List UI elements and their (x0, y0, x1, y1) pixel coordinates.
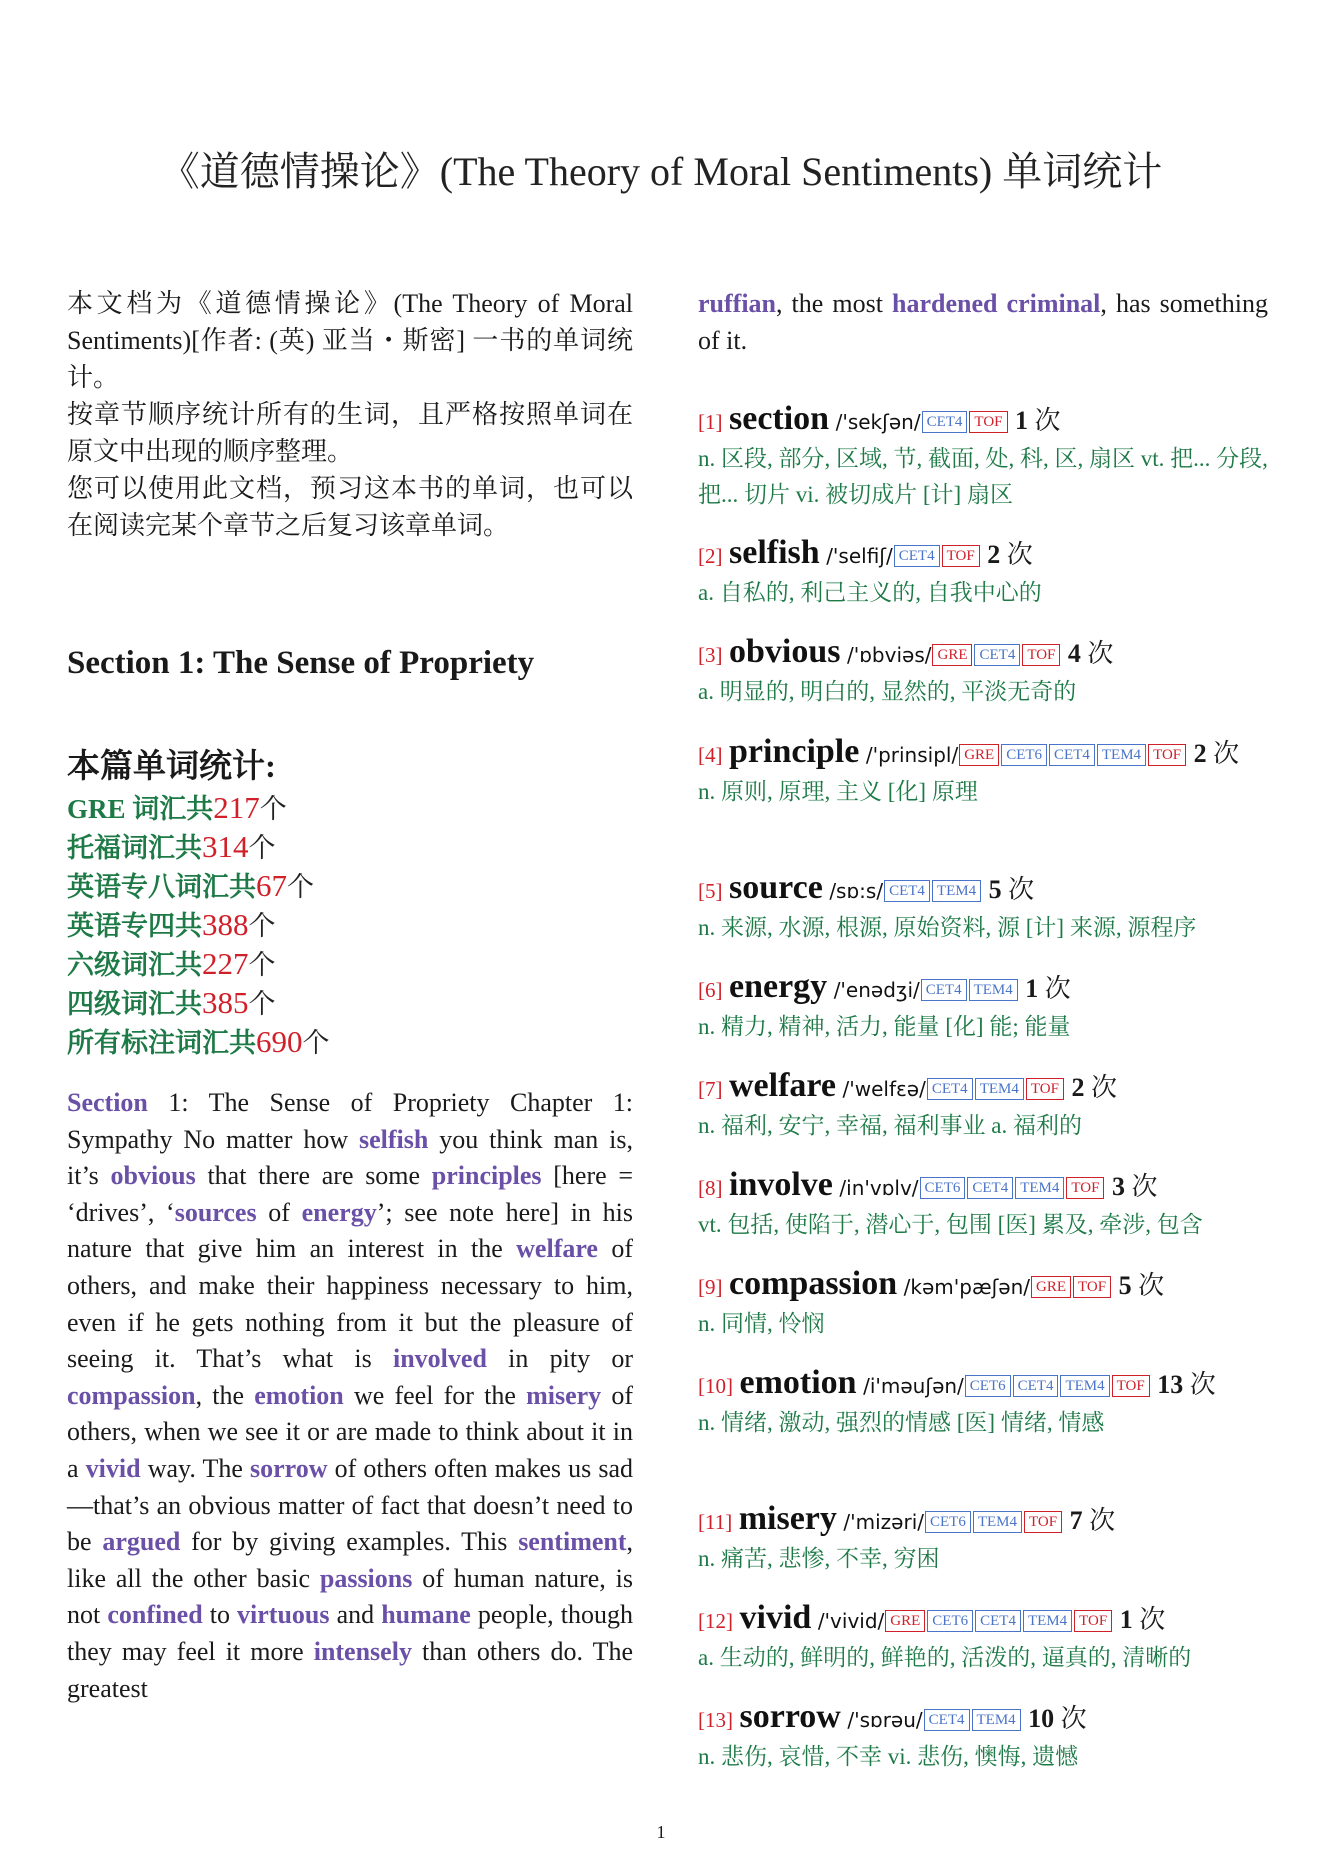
entry-count (987, 540, 1033, 569)
stats-title: 本篇单词统计: (67, 749, 276, 785)
entry-definition: n. 福利, 安宁, 幸福, 福利事业 a. 福利的 (698, 1113, 1082, 1138)
entry-word: selfish (729, 534, 820, 571)
page-title: 《道德情操论》(The Theory of Moral Sentiments) 单词统计 (159, 149, 1163, 194)
entry-count (1070, 1506, 1116, 1535)
entry-index: [9] (698, 1275, 723, 1299)
entry-count-value: 3 (1111, 1172, 1125, 1201)
entry-count-unit: 次 (1139, 1605, 1166, 1634)
intro (67, 285, 633, 544)
entry-phonetic: /'ɒbviəs/ (847, 643, 932, 667)
highlighted-word: confined (107, 1600, 203, 1630)
entry-index: [10] (698, 1374, 733, 1398)
vocab-entry (698, 1067, 1273, 1144)
stat-count: 227 (202, 946, 249, 981)
stat-unit: 个 (259, 794, 287, 824)
passage-run: you think man is, it’s (67, 1124, 633, 1191)
highlighted-word: Section (67, 1088, 148, 1117)
exam-tag-badge: TEM4 (972, 1709, 1021, 1731)
vocab-entry (698, 400, 1273, 513)
vocab-entry-head (698, 633, 1273, 674)
entry-word: sorrow (739, 1698, 841, 1735)
vocab-entry-head (698, 1166, 1273, 1207)
highlighted-word: involved (393, 1344, 487, 1374)
intro-paragraph: 本文档为《道德情操论》(The Theory of Moral Sentiments)[作者: (英) 亚当・斯密] 一书的单词统计。 (67, 289, 633, 392)
entry-count-unit: 次 (1060, 1704, 1087, 1733)
entry-count-value: 7 (1069, 1506, 1083, 1535)
passage-run: of others, and make their happiness necessary to him, even if he gets nothing from it but the pleasure of seeing it. That’s what is (67, 1234, 633, 1374)
entry-count (1068, 639, 1114, 668)
entry-index: [12] (698, 1609, 733, 1633)
vocab-entry-head (698, 1067, 1273, 1108)
entry-count-unit: 次 (1008, 875, 1035, 904)
exam-tag-badge: TOF (1073, 1276, 1111, 1298)
stat-row (67, 867, 633, 906)
exam-tag-badge: TOF (1066, 1177, 1104, 1199)
entry-index: [8] (698, 1176, 723, 1200)
stat-unit: 个 (287, 872, 314, 902)
highlighted-word: criminal (1006, 289, 1101, 318)
exam-tag-badge: TOF (1148, 744, 1186, 766)
stat-count: 690 (256, 1024, 303, 1059)
stat-unit: 个 (248, 989, 276, 1019)
entry-count-value: 4 (1067, 639, 1081, 668)
passage-run: for by giving examples. This (180, 1527, 519, 1557)
entry-index: [3] (698, 643, 723, 667)
highlighted-word: misery (526, 1380, 602, 1410)
vocab-entry (698, 869, 1273, 946)
entry-definition: n. 区段, 部分, 区域, 节, 截面, 处, 科, 区, 扇区 vt. 把... 分段, 把... 切片 vi. 被切成片 [计] 扇区 (698, 446, 1268, 507)
vocab-entry-head (698, 869, 1273, 910)
entry-index: [4] (698, 743, 723, 767)
exam-tag-badge: CET4 (967, 1177, 1013, 1199)
entry-definition: n. 原则, 原理, 主义 [化] 原理 (698, 779, 978, 804)
entry-count-unit: 次 (1213, 739, 1240, 768)
exam-tag-badge: TEM4 (1015, 1177, 1064, 1199)
entry-count-value: 1 (1015, 406, 1028, 435)
exam-tag-badge: CET4 (975, 1610, 1021, 1632)
entry-count-unit: 次 (1087, 639, 1114, 668)
entry-count-unit: 次 (1006, 540, 1033, 569)
entry-definition: n. 精力, 精神, 活力, 能量 [化] 能; 能量 (698, 1014, 1071, 1039)
highlighted-word: welfare (516, 1234, 598, 1264)
entry-count (1194, 739, 1240, 768)
entry-count (1157, 1370, 1216, 1399)
section-heading: Section 1: The Sense of Propriety (67, 645, 535, 681)
stat-label: 四级词汇共 (67, 989, 202, 1019)
entry-count (1071, 1073, 1117, 1102)
exam-tag-badge: CET6 (920, 1177, 966, 1199)
exam-tag-badge: CET4 (921, 979, 967, 1001)
stat-row (67, 945, 633, 984)
vocab-entry-head (698, 1364, 1273, 1405)
exam-tag-badge: TEM4 (973, 1511, 1022, 1533)
passage-run: that there are some (195, 1161, 432, 1191)
entry-word: section (729, 400, 830, 437)
entry-count-value: 13 (1157, 1370, 1184, 1399)
stat-count: 314 (202, 829, 249, 864)
passage-run: of others, when we see it or are made to think about it in a (67, 1380, 633, 1483)
stat-count: 67 (256, 868, 287, 903)
exam-tag-badge: TEM4 (932, 880, 981, 902)
passage-run: , the most (776, 289, 892, 318)
passage-run: people, though they may feel it more (67, 1600, 633, 1666)
entry-definition: n. 同情, 怜悯 (698, 1311, 825, 1336)
highlighted-word: hardened (892, 289, 998, 318)
page-number: 1 (656, 1822, 666, 1842)
highlighted-word: argued (102, 1527, 181, 1557)
passage-run: ’; see note here] in his nature that give him an interest in the (67, 1197, 633, 1264)
highlighted-word: sorrow (250, 1453, 328, 1483)
entry-count-value: 2 (1193, 739, 1207, 768)
passage-run: in pity or (486, 1344, 633, 1374)
passage-run: of (256, 1197, 302, 1227)
vocab-entry-head (698, 534, 1273, 575)
entry-word: welfare (729, 1067, 836, 1104)
entry-index: [2] (698, 544, 723, 568)
entry-phonetic: /'selfiʃ/ (826, 544, 893, 568)
intro-paragraph: 您可以使用此文档，预习这本书的单词，也可以在阅读完某个章节之后复习该章单词。 (67, 474, 633, 540)
vocab-entry (698, 1599, 1273, 1676)
entry-count (989, 875, 1035, 904)
stat-label: 英语专四共 (67, 911, 202, 941)
exam-tag-badge: CET6 (927, 1610, 973, 1632)
exam-tag-badge: TOF (1024, 1511, 1062, 1533)
stat-label: GRE 词汇共 (67, 794, 214, 824)
entry-word: obvious (729, 633, 841, 670)
exam-tag-badge: TOF (1074, 1610, 1112, 1632)
highlighted-word: energy (301, 1197, 377, 1227)
exam-tag-badge: GRE (1031, 1276, 1071, 1298)
highlighted-word: compassion (67, 1380, 196, 1410)
entry-word: compassion (729, 1265, 898, 1302)
stat-label: 六级词汇共 (67, 950, 202, 980)
exam-tag-badge: CET6 (965, 1375, 1011, 1397)
entry-phonetic: /sɒ:s/ (829, 879, 884, 903)
passage-run: than others do. The greatest (67, 1636, 633, 1703)
entry-count-value: 5 (1118, 1271, 1132, 1300)
entry-count-value: 1 (1119, 1605, 1133, 1634)
entry-definition: a. 生动的, 鲜明的, 鲜艳的, 活泼的, 逼真的, 清晰的 (698, 1645, 1192, 1670)
exam-tag-badge: CET4 (922, 411, 968, 433)
highlighted-word: passions (319, 1563, 413, 1593)
entry-index: [7] (698, 1077, 723, 1101)
highlighted-word: selfish (359, 1124, 429, 1154)
entry-count-unit: 次 (1138, 1271, 1165, 1300)
exam-tag-badge: CET4 (884, 880, 930, 902)
entry-word: source (729, 869, 823, 906)
exam-tag-badge: CET4 (927, 1078, 973, 1100)
exam-tag-badge: GRE (932, 644, 972, 666)
highlighted-word: principles (431, 1161, 542, 1191)
entry-phonetic: /kəm'pæʃən/ (903, 1275, 1031, 1299)
entry-count-unit: 次 (1090, 1073, 1117, 1102)
stat-count: 385 (202, 985, 249, 1020)
entry-count-unit: 次 (1034, 406, 1061, 435)
passage-run: of others often makes us sad—that’s an obvious matter of fact that doesn’t need to be (67, 1453, 633, 1557)
exam-tag-badge: CET6 (925, 1511, 971, 1533)
stat-label: 所有标注词汇共 (67, 1028, 256, 1058)
vocab-entry-head (698, 1265, 1273, 1306)
stat-row (67, 984, 633, 1023)
vocab-entry (698, 733, 1273, 810)
entry-word: vivid (739, 1599, 812, 1636)
entry-word: involve (729, 1166, 833, 1203)
exam-tag-badge: TEM4 (975, 1078, 1024, 1100)
entry-count (1119, 1271, 1165, 1300)
entry-phonetic: /'sɒrəu/ (847, 1708, 923, 1732)
passage-run (997, 289, 1006, 318)
exam-tag-badge: CET4 (974, 644, 1020, 666)
vocab-entry (698, 633, 1273, 710)
right-column (698, 285, 1268, 359)
highlighted-word: sources (174, 1197, 257, 1227)
entry-count-value: 10 (1028, 1704, 1055, 1733)
vocab-entry-head (698, 1599, 1273, 1640)
entry-phonetic: /'enədʒi/ (833, 978, 920, 1002)
highlighted-word: obvious (110, 1161, 196, 1191)
entry-phonetic: /'prinsipl/ (865, 743, 959, 767)
highlighted-word: sentiment (518, 1527, 627, 1557)
entry-index: [13] (698, 1708, 733, 1732)
highlighted-word: humane (381, 1600, 471, 1630)
entry-definition: a. 明显的, 明白的, 显然的, 平淡无奇的 (698, 679, 1077, 704)
passage-run: of human nature, is not (67, 1563, 633, 1630)
stat-row (67, 1023, 633, 1062)
passage-run: , has something of it. (698, 289, 1268, 355)
vocab-entry-head (698, 1698, 1273, 1739)
vocab-entry (698, 1265, 1273, 1342)
entry-word: principle (729, 733, 860, 770)
entry-definition: n. 痛苦, 悲惨, 不幸, 穷困 (698, 1546, 940, 1571)
entry-count (1025, 974, 1071, 1003)
exam-tag-badge: CET4 (894, 545, 940, 567)
entry-count (1120, 1605, 1166, 1634)
highlighted-word: intensely (313, 1636, 412, 1666)
vocab-entry (698, 1698, 1273, 1775)
exam-tag-badge: TOF (1022, 644, 1060, 666)
exam-tag-badge: TOF (1026, 1078, 1064, 1100)
entry-definition: n. 情绪, 激动, 强烈的情感 [医] 情绪, 情感 (698, 1410, 1105, 1435)
exam-tag-badge: TOF (942, 545, 980, 567)
stat-count: 388 (202, 907, 249, 942)
exam-tag-badge: TOF (969, 411, 1007, 433)
exam-tag-badge: TEM4 (1023, 1610, 1072, 1632)
passage-run: we feel for the (343, 1380, 527, 1410)
entry-count (1028, 1704, 1087, 1733)
exam-tag-badge: CET6 (1001, 744, 1047, 766)
entry-word: emotion (739, 1364, 857, 1401)
exam-tag-badge: CET4 (1049, 744, 1095, 766)
vocab-entry-head (698, 968, 1273, 1009)
passage-continuation (698, 285, 1268, 359)
highlighted-word: virtuous (237, 1600, 330, 1630)
entry-phonetic: /'sekʃən/ (835, 410, 921, 434)
stat-row (67, 906, 633, 945)
entry-count-value: 5 (988, 875, 1002, 904)
passage-run: and (329, 1600, 382, 1630)
entry-count-value: 2 (987, 540, 1001, 569)
exam-tag-badge: TEM4 (1097, 744, 1146, 766)
passage-run: , the (195, 1380, 255, 1410)
highlighted-word: emotion (254, 1380, 344, 1410)
entry-phonetic: /i'məuʃən/ (863, 1374, 964, 1398)
entry-index: [6] (698, 978, 723, 1002)
entry-count-unit: 次 (1189, 1370, 1216, 1399)
entry-word: misery (738, 1500, 837, 1537)
exam-tag-badge: TEM4 (969, 979, 1018, 1001)
entry-index: [1] (698, 410, 723, 434)
entry-word: energy (729, 968, 828, 1005)
entry-count-unit: 次 (1089, 1506, 1116, 1535)
passage-run: [here = ‘drives’, ‘ (67, 1161, 633, 1227)
stat-row (67, 828, 633, 867)
entry-phonetic: /'vivid/ (817, 1609, 885, 1633)
entry-index: [5] (698, 879, 723, 903)
stat-unit: 个 (248, 950, 276, 980)
vocab-entry (698, 1166, 1273, 1243)
passage-run: to (202, 1600, 238, 1630)
vocab-entry-head (698, 400, 1273, 441)
passage-run: , like all the other basic (67, 1527, 634, 1593)
entry-count-unit: 次 (1131, 1172, 1158, 1201)
entry-count-value: 2 (1071, 1073, 1085, 1102)
entry-count-unit: 次 (1044, 974, 1071, 1003)
exam-tag-badge: CET4 (924, 1709, 970, 1731)
stat-unit: 个 (302, 1028, 330, 1058)
entry-phonetic: /in'vɒlv/ (839, 1176, 919, 1200)
entry-count (1112, 1172, 1158, 1201)
stats-block (67, 747, 633, 1062)
entry-count (1015, 406, 1061, 435)
entry-definition: a. 自私的, 利己主义的, 自我中心的 (698, 580, 1042, 605)
entry-index: [11] (698, 1510, 733, 1534)
vocab-entry-head (698, 733, 1273, 774)
exam-tag-badge: TOF (1112, 1375, 1150, 1397)
passage-text (67, 1085, 633, 1707)
entry-phonetic: /'mizəri/ (843, 1510, 925, 1534)
highlighted-word: vivid (85, 1453, 141, 1483)
entry-definition: n. 悲伤, 哀惜, 不幸 vi. 悲伤, 懊悔, 遗憾 (698, 1744, 1079, 1769)
vocab-entry (698, 534, 1273, 611)
stat-label: 托福词汇共 (67, 833, 202, 863)
stat-count: 217 (213, 790, 260, 825)
exam-tag-badge: GRE (959, 744, 999, 766)
exam-tag-badge: GRE (885, 1610, 925, 1632)
highlighted-word: ruffian (698, 289, 776, 318)
passage-run: 1: The Sense of Propriety Chapter 1: Sympathy No matter how (67, 1088, 633, 1154)
entry-phonetic: /'welfɛə/ (842, 1077, 926, 1101)
entry-definition: vt. 包括, 使陷于, 潜心于, 包围 [医] 累及, 牵涉, 包含 (698, 1212, 1203, 1237)
vocab-entry (698, 1500, 1273, 1577)
stat-unit: 个 (248, 911, 276, 941)
intro-paragraph: 按章节顺序统计所有的生词，且严格按照单词在原文中出现的顺序整理。 (67, 400, 633, 466)
entry-count-value: 1 (1025, 974, 1039, 1003)
passage-run: way. The (140, 1453, 250, 1483)
stat-label: 英语专八词汇共 (67, 872, 256, 902)
vocab-entry (698, 1364, 1273, 1441)
entry-definition: n. 来源, 水源, 根源, 原始资料, 源 [计] 来源, 源程序 (698, 915, 1197, 940)
vocab-entry (698, 968, 1273, 1045)
exam-tag-badge: CET4 (1013, 1375, 1059, 1397)
stat-unit: 个 (248, 833, 276, 863)
exam-tag-badge: TEM4 (1060, 1375, 1109, 1397)
stat-row (67, 789, 633, 828)
vocab-entry-head (698, 1500, 1273, 1541)
